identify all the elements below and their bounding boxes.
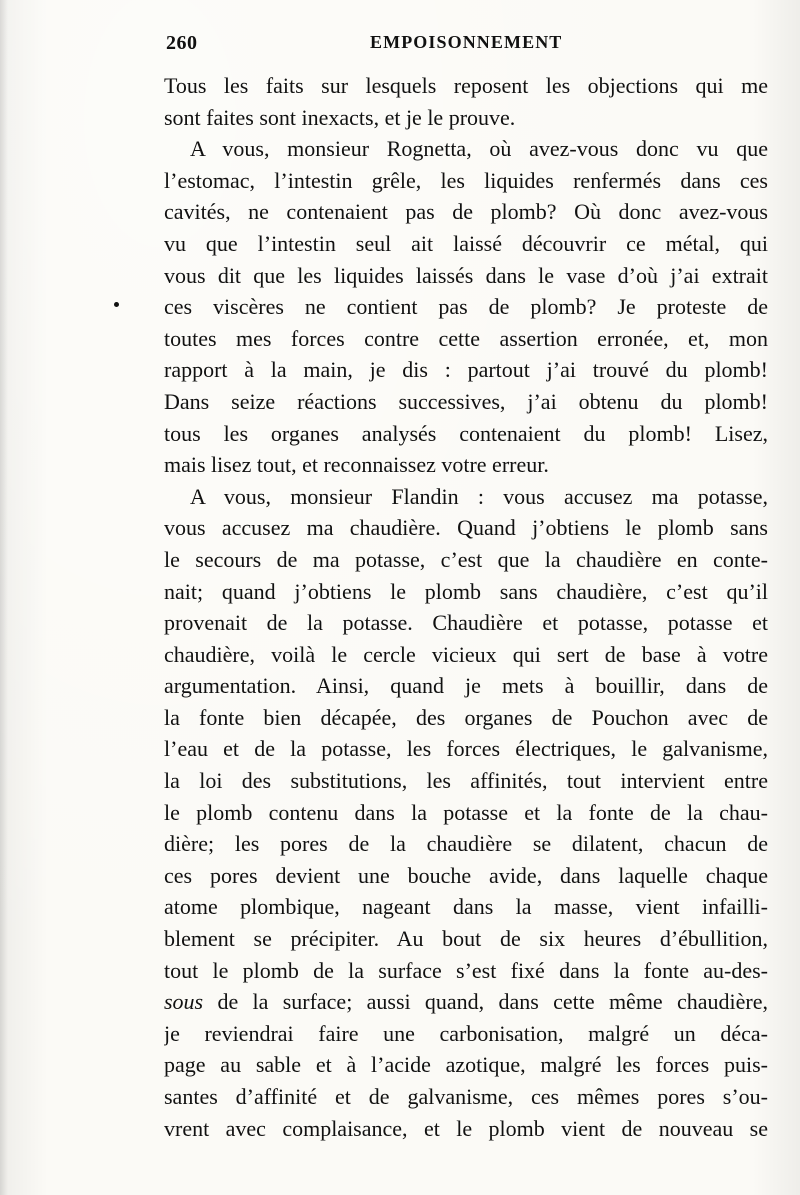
text-line: vu que l’intestin seul ait laissé découvrir ce métal, qui: [164, 230, 768, 256]
page-header: [166, 32, 766, 58]
text-line: santes d’affinité et de galvanisme, ces mêmes pores s’ou-: [164, 1084, 768, 1109]
text-line: toutes mes forces contre cette assertion erronée, et, mon: [164, 325, 768, 351]
text-line: sont faites sont inexacts, et je le prouve.: [164, 104, 516, 130]
running-title: EMPOISONNEMENT: [370, 32, 563, 52]
text-line-rest: de la surface; aussi quand, dans cette même chaudière,: [217, 989, 768, 1015]
text-line: cavités, ne contenaient pas de plomb? Où donc avez-vous: [164, 199, 768, 225]
text-line: A vous, monsieur Rognetta, où avez-vous donc vu que: [190, 136, 768, 162]
text-line: l’estomac, l’intestin grêle, les liquides renfermés dans ces: [164, 167, 768, 193]
text-line: page au sable et à l’acide azotique, malgré les forces puis-: [164, 1052, 768, 1078]
text-line: le secours de ma potasse, c’est que la chaudière en conte-: [164, 546, 768, 572]
text-line: je reviendrai faire une carbonisation, malgré un déca-: [164, 1020, 768, 1046]
text-line: rapport à la main, je dis : partout j’ai trouvé du plomb!: [164, 357, 768, 383]
body-text: [164, 70, 768, 1144]
text-line: la loi des substitutions, les affinités, tout intervient entre: [164, 768, 768, 794]
text-line: blement se précipiter. Au bout de six heures d’ébullition,: [164, 926, 768, 952]
text-line: Dans seize réactions successives, j’ai obtenu du plomb!: [164, 388, 768, 414]
text-line: Tous les faits sur lesquels reposent les objections qui me: [164, 73, 768, 98]
text-line: chaudière, voilà le cercle vicieux qui sert de base à votre: [164, 641, 768, 667]
text-line: vous accusez ma chaudière. Quand j’obtiens le plomb sans: [164, 515, 768, 541]
text-line: ces viscères ne contient pas de plomb? Je proteste de: [164, 294, 768, 320]
italic-word: sous: [164, 989, 204, 1015]
text-line: A vous, monsieur Flandin : vous accusez ma potasse,: [190, 483, 768, 509]
text-line: dière; les pores de la chaudière se dilatent, chacun de: [164, 831, 768, 857]
text-line: argumentation. Ainsi, quand je mets à bouillir, dans de: [164, 673, 768, 699]
text-line: vous dit que les liquides laissés dans le vase d’où j’ai extrait: [164, 262, 768, 288]
text-line: provenait de la potasse. Chaudière et potasse, potasse et: [164, 610, 768, 636]
text-line-italic-start: [164, 986, 768, 1018]
text-line: vrent avec complaisance, et le plomb vient de nouveau se: [164, 1115, 768, 1141]
text-line: ces pores devient une bouche avide, dans laquelle chaque: [164, 862, 768, 888]
text-line: nait; quand j’obtiens le plomb sans chaudière, c’est qu’il: [164, 578, 768, 604]
page-edge-shadow: [0, 0, 8, 1195]
text-line: atome plombique, nageant dans la masse, vient infailli-: [164, 894, 768, 920]
text-line: tout le plomb de la surface s’est fixé dans la fonte au-des-: [164, 957, 768, 983]
text-line: tous les organes analysés contenaient du plomb! Lisez,: [164, 420, 768, 446]
margin-dot-mark: [114, 302, 119, 307]
text-line: mais lisez tout, et reconnaissez votre erreur.: [164, 452, 549, 478]
text-line: le plomb contenu dans la potasse et la fonte de la chau-: [164, 799, 768, 825]
text-line: l’eau et de la potasse, les forces électriques, le galvanisme,: [164, 736, 768, 762]
page-number: 260: [166, 32, 198, 54]
text-line: la fonte bien décapée, des organes de Pouchon avec de: [164, 704, 768, 730]
